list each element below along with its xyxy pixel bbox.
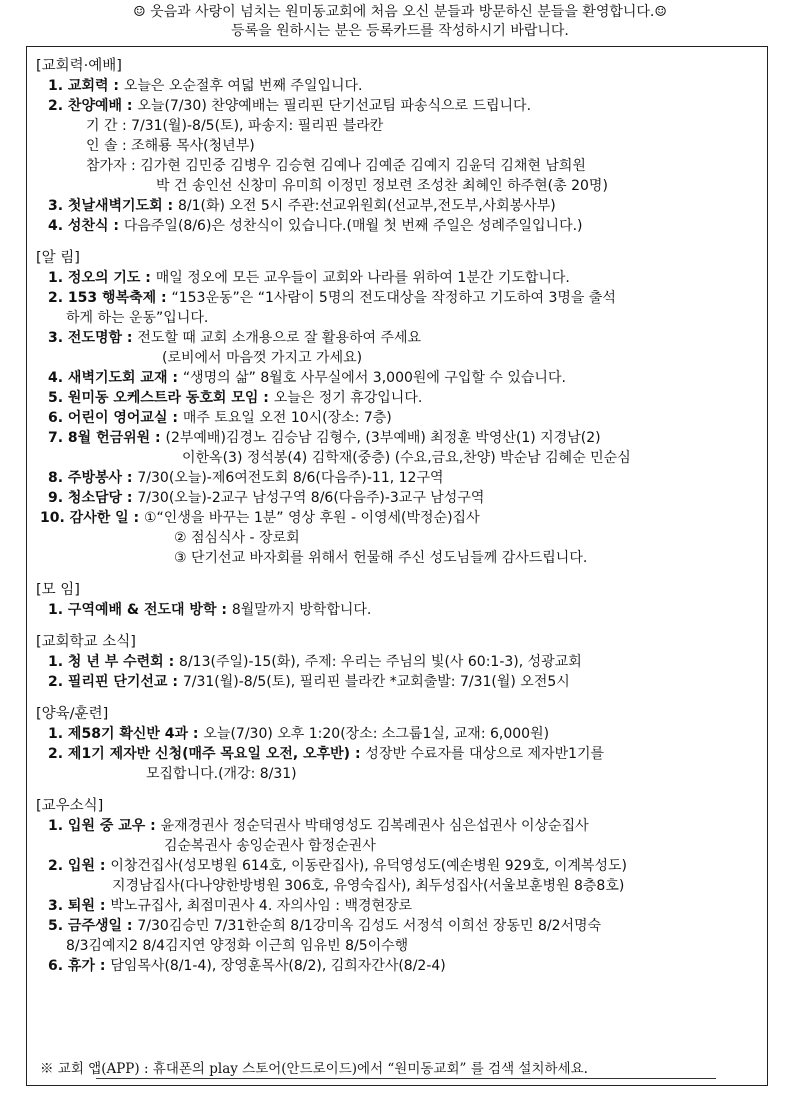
item-label: 1. 교회력 : — [48, 78, 124, 94]
item-label: 2. 찬양예배 : — [48, 98, 138, 114]
section-title: [교회학교 소식] — [36, 634, 136, 650]
item-text: 오늘(7/30) 오후 1:20(장소: 소그룹1실, 교재: 6,000원) — [203, 726, 550, 742]
item-text: 이한옥(3) 정석봉(4) 김학재(중층) (수요,금요,찬양) 박순남 김혜순 민순심 — [182, 450, 631, 466]
item-text: 전도할 때 교회 소개용으로 잘 활용하여 주세요 — [137, 330, 422, 346]
bulletin-line — [36, 428, 756, 448]
item-label: 4. 새벽기도회 교재 : — [48, 370, 183, 386]
item-label: 1. 구역예배 & 전도대 방학 : — [48, 602, 232, 618]
section-gap — [36, 784, 756, 796]
bulletin-line — [36, 96, 756, 116]
item-label: 3. 첫날새벽기도회 : — [48, 198, 178, 214]
item-label: 1. 청 년 부 수련회 : — [48, 654, 180, 670]
bulletin-line — [36, 156, 756, 176]
bulletin-line — [36, 916, 756, 936]
item-label: 3. 전도명함 : — [48, 330, 138, 346]
bulletin-line — [36, 856, 756, 876]
bulletin-line — [36, 368, 756, 388]
bulletin-line — [36, 328, 756, 348]
section-gap — [36, 568, 756, 580]
bulletin-line — [36, 308, 756, 328]
item-text: 매일 정오에 모든 교우들이 교회와 나라를 위하여 1분간 기도합니다. — [155, 270, 570, 286]
item-text: 인 솔 : 조해룡 목사(청년부) — [86, 138, 255, 154]
bulletin-line — [36, 468, 756, 488]
item-label: 2. 필리핀 단기선교 : — [48, 674, 183, 690]
welcome-line-1: ☺ 웃음과 사랑이 넘치는 원미동교회에 처음 오신 분들과 방문하신 분들을 환영합니다.☺ — [133, 4, 667, 20]
item-text: 담임목사(8/1-4), 장영훈목사(8/2), 김희자간사(8/2-4) — [110, 958, 446, 974]
item-text: 오늘(7/30) 찬양예배는 필리핀 단기선교팀 파송식으로 드립니다. — [137, 98, 532, 114]
item-label: 2. 입원 : — [48, 858, 111, 874]
footer-underline — [96, 1078, 716, 1079]
item-text: 윤재경권사 정순덕권사 박태영성도 김복례권사 심은섭권사 이상순집사 — [160, 818, 589, 834]
bulletin-line — [36, 288, 756, 308]
item-text: 이창건집사(성모병원 614호, 이동란집사), 유덕영성도(예손병원 929호, 이계복성도) — [110, 858, 627, 874]
bulletin-line — [36, 508, 756, 528]
item-label: 6. 휴가 : — [48, 958, 111, 974]
item-label: 2. 153 행복축제 : — [48, 290, 172, 306]
bulletin-line — [36, 196, 756, 216]
section-gap — [36, 236, 756, 248]
bulletin-line — [36, 548, 756, 568]
bulletin-line — [36, 488, 756, 508]
item-label: 1. 제58기 확신반 4과 : — [48, 726, 204, 742]
item-label: 5. 원미동 오케스트라 동호회 모임 : — [48, 390, 274, 406]
item-text: 오늘은 오순절후 여덟 번째 주일입니다. — [123, 78, 363, 94]
item-text: 성장반 수료자를 대상으로 제자반1기를 — [365, 746, 605, 762]
item-text: 참가자 : 김가현 김민중 김병우 김승현 김예나 김예준 김예지 김윤덕 김채현 남희원 — [86, 158, 586, 174]
section-gap — [36, 620, 756, 632]
item-text: 박 건 송인선 신창미 유미희 이정민 정보련 조성찬 최혜인 하주현(총 20명) — [156, 178, 608, 194]
item-text: ①“인생을 바꾸는 1분” 영상 후원 - 이영세(박정순)집사 — [144, 510, 480, 526]
section-title: [교우소식] — [36, 798, 104, 814]
item-text: 7/30(오늘)-2교구 남성구역 8/6(다음주)-3교구 남성구역 — [137, 490, 485, 506]
item-text: (로비에서 마음껏 가지고 가세요) — [162, 350, 363, 366]
item-text: 지경남집사(다나양한방병원 306호, 유영숙집사), 최두성집사(서울보훈병원 8층8호) — [112, 878, 625, 894]
item-text: 7/30(오늘)-제6여전도회 8/6(다음주)-11, 12구역 — [137, 470, 444, 486]
bulletin-line — [36, 764, 756, 784]
bulletin-line — [36, 876, 756, 896]
section-title: [양육/훈련] — [36, 706, 109, 722]
item-label: 5. 금주생일 : — [48, 918, 138, 934]
bulletin-line — [36, 672, 756, 692]
item-label: 1. 정오의 기도 : — [48, 270, 156, 286]
item-text: 8월말까지 방학합니다. — [231, 602, 372, 618]
item-label: 8. 주방봉사 : — [48, 470, 138, 486]
bulletin-line — [36, 936, 756, 956]
bulletin-line — [36, 136, 756, 156]
item-text: (2부예배)김경노 김승남 김형수, (3부예배) 최정훈 박영산(1) 지경남(2) — [165, 430, 601, 446]
bulletin-line — [36, 448, 756, 468]
item-text: 8/13(주일)-15(화), 주제: 우리는 주님의 빛(사 60:1-3), 성광교회 — [179, 654, 582, 670]
item-label: 9. 청소담당 : — [48, 490, 138, 506]
item-text: “153운동”은 “1사람이 5명의 전도대상을 작정하고 기도하여 3명을 출석 — [171, 290, 616, 306]
bulletin-line — [36, 896, 756, 916]
item-text: 다음주일(8/6)은 성찬식이 있습니다.(매월 첫 번째 주일은 성례주일입니다.) — [123, 218, 583, 234]
item-text: 모집합니다.(개강: 8/31) — [146, 766, 297, 782]
item-label: 6. 어린이 영어교실 : — [48, 410, 183, 426]
bulletin-line — [36, 76, 756, 96]
item-text: 7/30김승민 7/31한순희 8/1강미옥 김성도 서정석 이희선 장동민 8/2서명숙 — [137, 918, 602, 934]
welcome-header — [0, 3, 800, 41]
bulletin-line — [36, 744, 756, 764]
item-text: 8/3김예지2 8/4김지연 양정화 이근희 임유빈 8/5이수행 — [66, 938, 409, 954]
app-notice: ※ 교회 앱(APP) : 휴대폰의 play 스토어(안드로이드)에서 “원미동교회” 를 검색 설치하세요. — [40, 1061, 588, 1077]
section-title: [알 림] — [36, 250, 80, 266]
item-label: 2. 제1기 제자반 신청(매주 목요일 오전, 오후반) : — [48, 746, 366, 762]
item-label: 10. 감사한 일 : — [40, 510, 144, 526]
bulletin-line — [36, 836, 756, 856]
item-text: 기 간 : 7/31(월)-8/5(토), 파송지: 필리핀 블라칸 — [86, 118, 384, 134]
bulletin-line — [36, 116, 756, 136]
item-text: 김순복권사 송잉순권사 함정순권사 — [164, 838, 376, 854]
welcome-line-2: 등록을 원하시는 분은 등록카드를 작성하시기 바랍니다. — [231, 23, 569, 39]
item-text: ③ 단기선교 바자회를 위해서 헌물해 주신 성도님들께 감사드립니다. — [174, 550, 588, 566]
section-title: [모 임] — [36, 582, 80, 598]
item-label: 3. 퇴원 : — [48, 898, 111, 914]
bulletin-line — [36, 408, 756, 428]
item-label: 4. 성찬식 : — [48, 218, 124, 234]
section-gap — [36, 692, 756, 704]
item-text: 하게 하는 운동”입니다. — [66, 310, 209, 326]
item-label: 7. 8월 헌금위원 : — [48, 430, 166, 446]
item-label: 1. 입원 중 교우 : — [48, 818, 161, 834]
bulletin-line — [36, 956, 756, 976]
bulletin-line — [36, 600, 756, 620]
bulletin-line — [36, 216, 756, 236]
item-text: ② 점심식사 - 장로회 — [174, 530, 300, 546]
bulletin-line — [36, 528, 756, 548]
bulletin-line — [36, 348, 756, 368]
bulletin-line — [36, 816, 756, 836]
bulletin-line — [36, 176, 756, 196]
item-text: 박노규집사, 최점미권사 4. 자의사임 : 백경현장로 — [110, 898, 413, 914]
item-text: 오늘은 정기 휴강입니다. — [273, 390, 423, 406]
bulletin-line — [36, 268, 756, 288]
bulletin-line — [36, 652, 756, 672]
item-text: 7/31(월)-8/5(토), 필리핀 블라칸 *교회출발: 7/31(월) 오전5시 — [182, 674, 570, 690]
bulletin-line — [36, 388, 756, 408]
item-text: 8/1(화) 오전 5시 주관:선교위원회(선교부,전도부,사회봉사부) — [177, 198, 556, 214]
section-title: [교회력·예배] — [36, 58, 122, 74]
bulletin-line — [36, 724, 756, 744]
item-text: “생명의 삶” 8월호 사무실에서 3,000원에 구입할 수 있습니다. — [182, 370, 566, 386]
bulletin-content — [36, 56, 756, 976]
item-text: 매주 토요일 오전 10시(장소: 7층) — [182, 410, 392, 426]
